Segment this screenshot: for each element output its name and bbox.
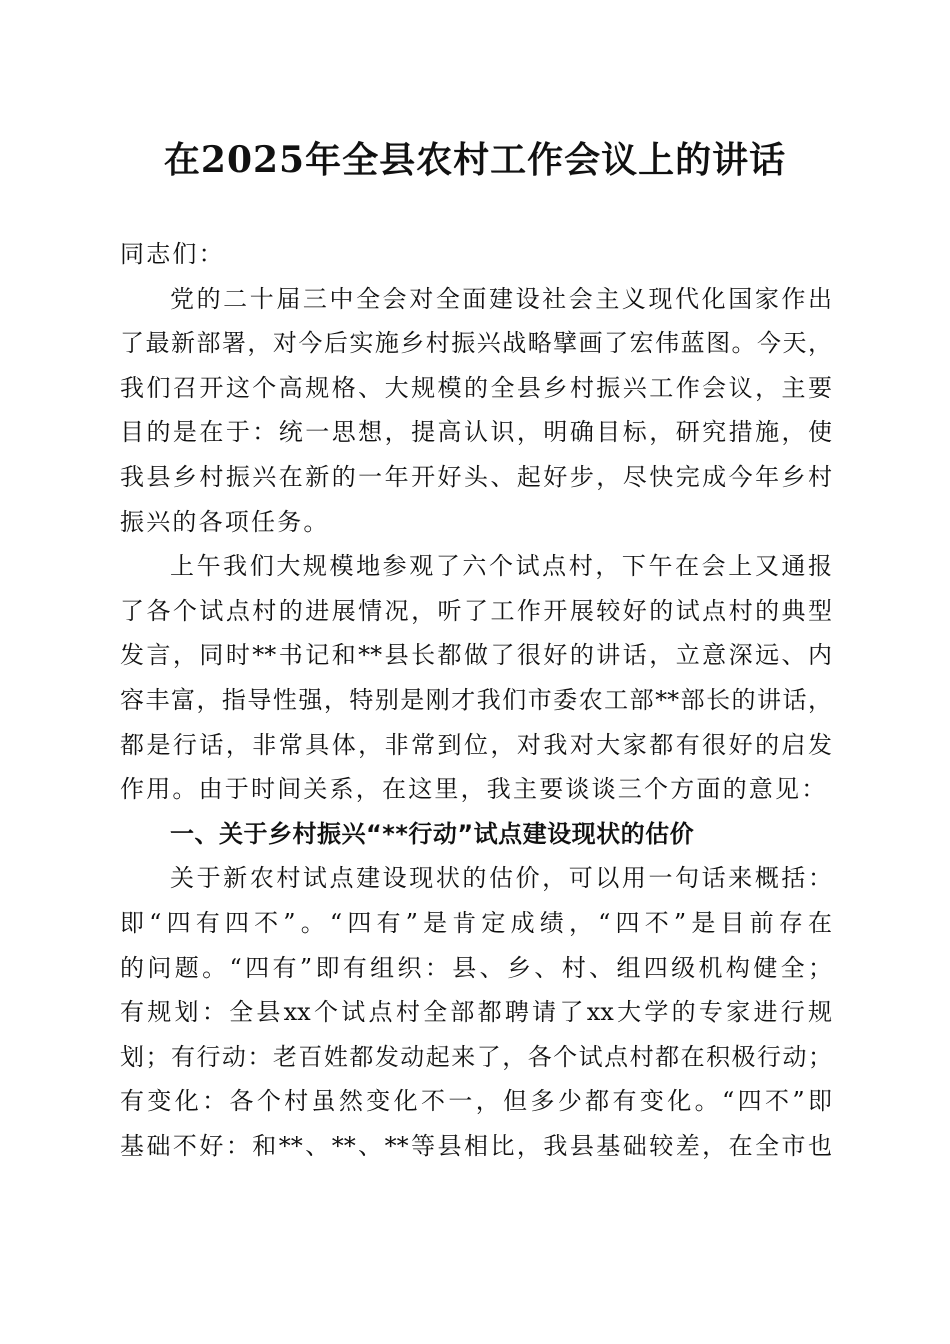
paragraph-line: 上午我们大规模地参观了六个试点村，下午在会上又通报 [170, 552, 832, 581]
paragraph-line: 我们召开这个高规格、大规模的全县乡村振兴工作会议，主要 [120, 373, 832, 402]
paragraph-line: 划；有行动：老百姓都发动起来了，各个试点村都在积极行动； [120, 1042, 832, 1071]
paragraph-line: 发言，同时**书记和**县长都做了很好的讲话，立意深远、内 [120, 641, 832, 670]
paragraph-line: 都是行话，非常具体，非常到位，对我对大家都有很好的启发 [120, 730, 832, 759]
paragraph-line: 即“四有四不”。“四有”是肯定成绩，“四不”是目前存在 [120, 908, 832, 937]
paragraph-line: 目的是在于：统一思想，提高认识，明确目标，研究措施，使 [120, 418, 832, 447]
paragraph-line: 了最新部署，对今后实施乡村振兴战略擘画了宏伟蓝图。今天， [120, 329, 832, 358]
paragraph-line: 关于新农村试点建设现状的估价，可以用一句话来概括： [170, 864, 832, 893]
paragraph-line: 容丰富，指导性强，特别是刚才我们市委农工部**部长的讲话， [120, 685, 832, 714]
paragraph-line: 党的二十届三中全会对全面建设社会主义现代化国家作出 [170, 284, 832, 313]
paragraph-line: 基础不好：和**、**、**等县相比，我县基础较差，在全市也 [120, 1131, 832, 1160]
section-heading: 一、关于乡村振兴“**行动”试点建设现状的估价 [170, 819, 695, 848]
paragraph-line: 有变化：各个村虽然变化不一，但多少都有变化。“四不”即 [120, 1087, 832, 1116]
paragraph-line: 的问题。“四有”即有组织：县、乡、村、组四级机构健全； [120, 953, 832, 982]
document-body [120, 232, 832, 1168]
paragraph-line: 了各个试点村的进展情况，听了工作开展较好的试点村的典型 [120, 596, 832, 625]
paragraph-line: 作用。由于时间关系，在这里，我主要谈谈三个方面的意见： [120, 775, 828, 804]
document-title: 在2025年全县农村工作会议上的讲话 [163, 139, 787, 181]
paragraph-line: 我县乡村振兴在新的一年开好头、起好步，尽快完成今年乡村 [120, 462, 832, 491]
paragraph-line: 振兴的各项任务。 [120, 507, 330, 536]
salutation: 同志们： [120, 240, 225, 268]
paragraph-line: 有规划：全县xx个试点村全部都聘请了xx大学的专家进行规 [120, 998, 832, 1027]
